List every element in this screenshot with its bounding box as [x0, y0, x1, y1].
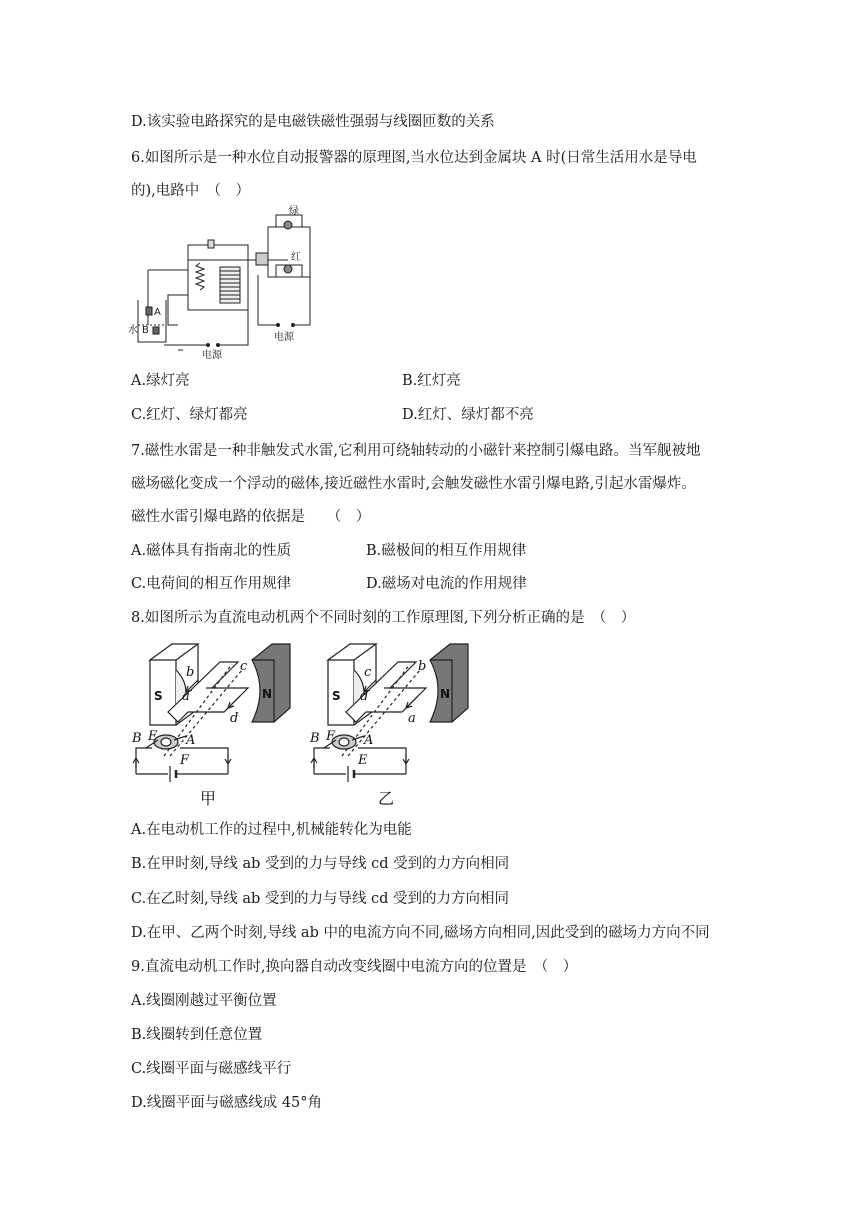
q8-option-b: B.在甲时刻,导线 ab 受到的力与导线 cd 受到的力方向相同 [131, 856, 510, 872]
yi-s-pole: S [332, 689, 341, 703]
q6-option-c: C.红灯、绿灯都亮 [131, 407, 248, 423]
jia-n-pole: N [262, 687, 273, 701]
metal-a-label: A [154, 307, 161, 318]
q9-option-d: D.线圈平面与磁感线成 45°角 [131, 1095, 323, 1111]
q8-stem: 8.如图所示为直流电动机两个不同时刻的工作原理图,下列分析正确的是 （ ） [131, 610, 636, 626]
q6-stem-line2: 的),电路中 （ ） [131, 183, 251, 199]
q6-option-a: A.绿灯亮 [131, 373, 190, 389]
q8-option-c: C.在乙时刻,导线 ab 受到的力与导线 cd 受到的力方向相同 [131, 891, 510, 907]
q5-option-d: D.该实验电路探究的是电磁铁磁性强弱与线圈匝数的关系 [131, 114, 495, 130]
yi-n-pole: N [440, 687, 451, 701]
jia-label-A: A [186, 733, 196, 748]
q9-option-b: B.线圈转到任意位置 [131, 1027, 263, 1043]
yi-label-F: F [326, 729, 336, 744]
jia-s-pole: S [154, 689, 163, 703]
power-source-2-label: 电源 [274, 332, 294, 343]
q7-option-c: C.电荷间的相互作用规律 [131, 576, 292, 592]
red-lamp-label: 红 [291, 252, 301, 263]
yi-label-c: c [364, 665, 372, 680]
jia-label-B: B [132, 731, 142, 746]
yi-label-b: b [418, 659, 427, 674]
water-alarm-diagram [128, 205, 323, 360]
yi-label-d: d [360, 689, 369, 704]
q7-stem-line2: 磁场磁化变成一个浮动的磁体,接近磁性水雷时,会触发磁性水雷引爆电路,引起水雷爆炸。 [131, 476, 696, 492]
green-lamp-label: 绿 [289, 206, 299, 217]
yi-label-A: A [364, 733, 374, 748]
q7-option-a: A.磁体具有指南北的性质 [131, 543, 292, 559]
q7-option-d: D.磁场对电流的作用规律 [366, 576, 527, 592]
jia-label-d: d [230, 711, 239, 726]
q8-option-a: A.在电动机工作的过程中,机械能转化为电能 [131, 822, 412, 838]
water-label: 水 [128, 325, 138, 336]
q6-option-d: D.红灯、绿灯都不亮 [402, 407, 534, 423]
q9-option-c: C.线圈平面与磁感线平行 [131, 1061, 292, 1077]
jia-label-c: c [240, 659, 248, 674]
motor-diagram-jia [128, 640, 300, 810]
q8-option-d: D.在甲、乙两个时刻,导线 ab 中的电流方向不同,磁场方向相同,因此受到的磁场力方向不同 [131, 925, 710, 941]
jia-label-F: F [180, 753, 190, 768]
yi-label-a: a [408, 711, 416, 726]
jia-label-b: b [186, 665, 195, 680]
q7-stem-line1: 7.磁性水雷是一种非触发式水雷,它利用可绕轴转动的小磁针来控制引爆电路。当军舰被地 [131, 443, 701, 459]
q7-option-b: B.磁极间的相互作用规律 [366, 543, 527, 559]
q6-stem-line1: 6.如图所示是一种水位自动报警器的原理图,当水位达到金属块 A 时(日常生活用水是导电 [131, 150, 697, 166]
metal-b-label: B [142, 325, 149, 336]
q9-option-a: A.线圈刚越过平衡位置 [131, 993, 277, 1009]
jia-label-E: E [148, 729, 158, 744]
q7-stem-line3: 磁性水雷引爆电路的依据是 （ ） [131, 509, 371, 525]
jia-label-a: a [182, 689, 190, 704]
q9-stem: 9.直流电动机工作时,换向器自动改变线圈中电流方向的位置是 （ ） [131, 959, 578, 975]
yi-label-B: B [310, 731, 320, 746]
yi-label-E: E [358, 753, 368, 768]
jia-caption: 甲 [200, 789, 217, 808]
q6-option-b: B.红灯亮 [402, 373, 461, 389]
power-source-1-label: 电源 [202, 350, 222, 360]
motor-diagram-yi [306, 640, 478, 810]
yi-caption: 乙 [378, 789, 395, 808]
